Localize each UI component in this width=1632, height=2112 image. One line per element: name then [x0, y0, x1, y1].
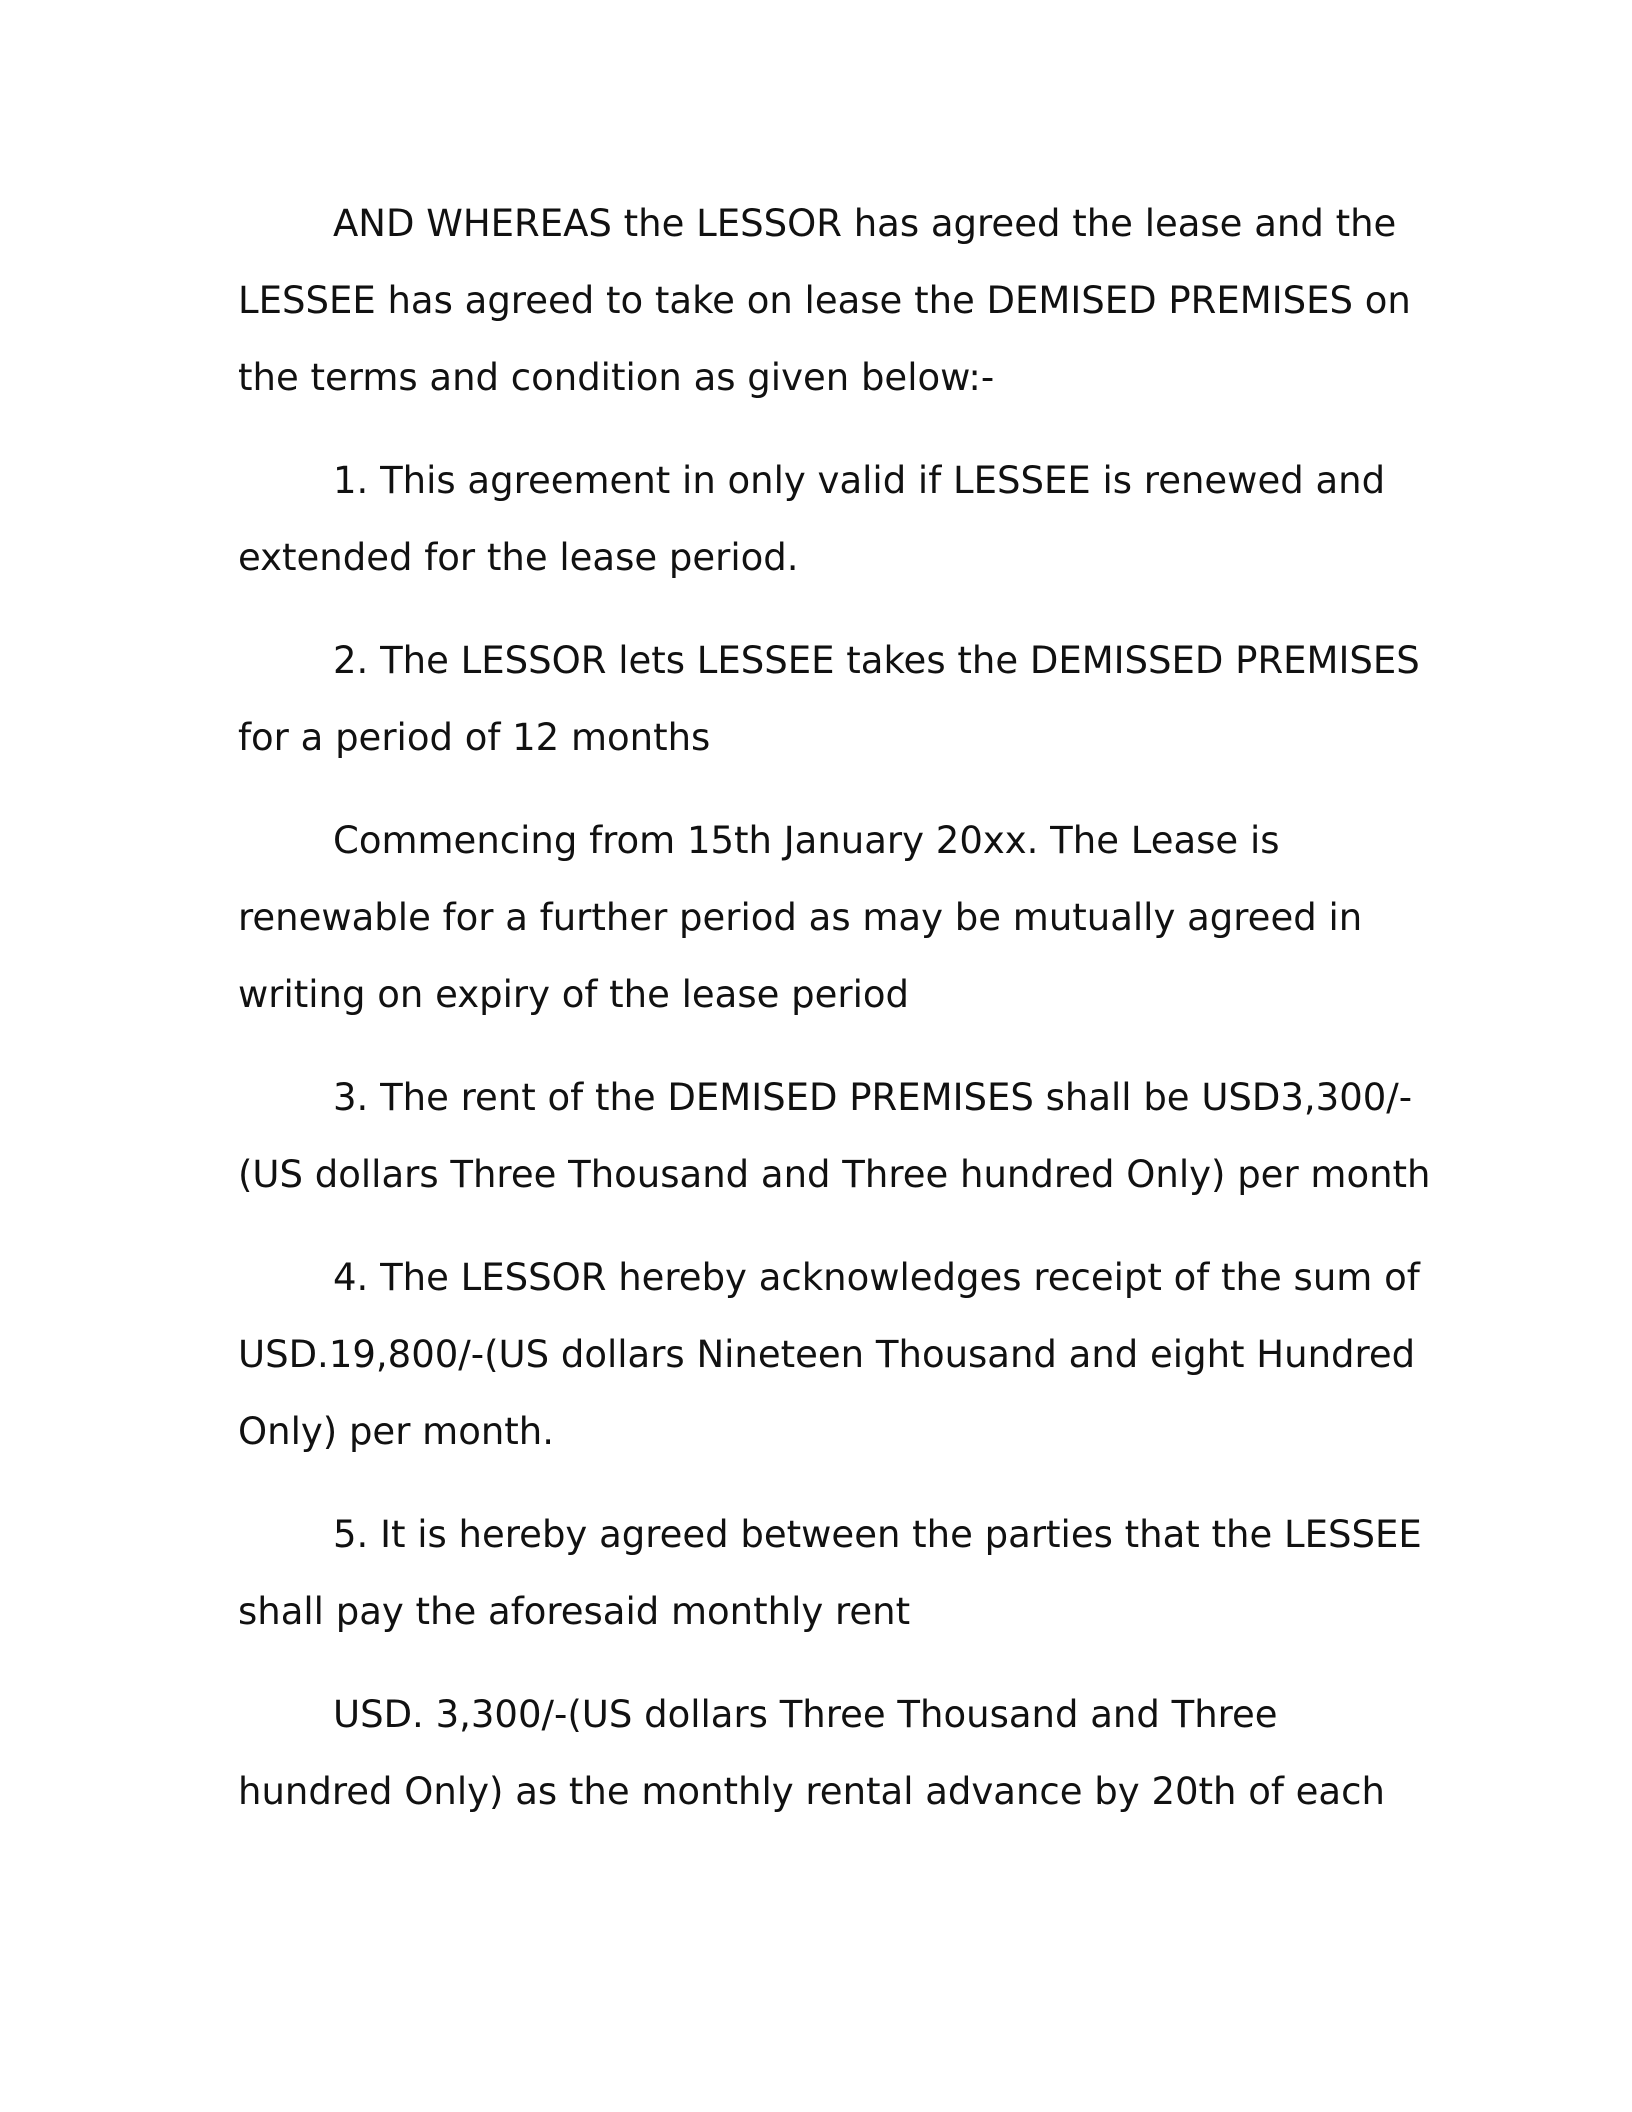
clause-2 — [238, 622, 1420, 776]
clause-5 — [238, 1496, 1422, 1650]
paragraph-line: Only) per month. — [238, 1410, 555, 1453]
paragraph-line: renewable for a further period as may be mutually agreed in — [238, 896, 1363, 939]
clause-5-continuation — [238, 1676, 1398, 1830]
clause-2-continuation — [238, 802, 1398, 1033]
paragraph-line: (US dollars Three Thousand and Three hundred Only) per month — [238, 1153, 1431, 1196]
document-body — [238, 185, 1431, 1856]
clause-4 — [238, 1239, 1420, 1470]
paragraph-line: hundred Only) as the monthly rental advance by 20th of each — [238, 1770, 1385, 1813]
paragraph-line: AND WHEREAS the LESSOR has agreed the lease and the — [333, 202, 1397, 245]
paragraph-line: USD.19,800/-(US dollars Nineteen Thousand and eight Hundred — [238, 1333, 1416, 1376]
paragraph-line: writing on expiry of the lease period — [238, 973, 910, 1016]
paragraph-line: for a period of 12 months — [238, 716, 711, 759]
paragraph-line: Commencing from 15th January 20xx. The Lease is — [333, 819, 1280, 862]
paragraph-whereas — [238, 185, 1411, 416]
clause-1 — [238, 442, 1398, 596]
paragraph-line: 1. This agreement in only valid if LESSEE is renewed and — [333, 459, 1386, 502]
paragraph-line: 5. It is hereby agreed between the parties that the LESSEE — [333, 1513, 1422, 1556]
paragraph-line: LESSEE has agreed to take on lease the DEMISED PREMISES on — [238, 279, 1411, 322]
clause-3 — [238, 1059, 1431, 1213]
paragraph-line: shall pay the aforesaid monthly rent — [238, 1590, 911, 1633]
paragraph-line: the terms and condition as given below:- — [238, 356, 995, 399]
paragraph-line: extended for the lease period. — [238, 536, 799, 579]
paragraph-line: 3. The rent of the DEMISED PREMISES shall be USD3,300/- — [333, 1076, 1413, 1119]
paragraph-line: 4. The LESSOR hereby acknowledges receipt of the sum of — [333, 1256, 1420, 1299]
paragraph-line: 2. The LESSOR lets LESSEE takes the DEMISSED PREMISES — [333, 639, 1420, 682]
paragraph-line: USD. 3,300/-(US dollars Three Thousand and Three — [333, 1693, 1278, 1736]
